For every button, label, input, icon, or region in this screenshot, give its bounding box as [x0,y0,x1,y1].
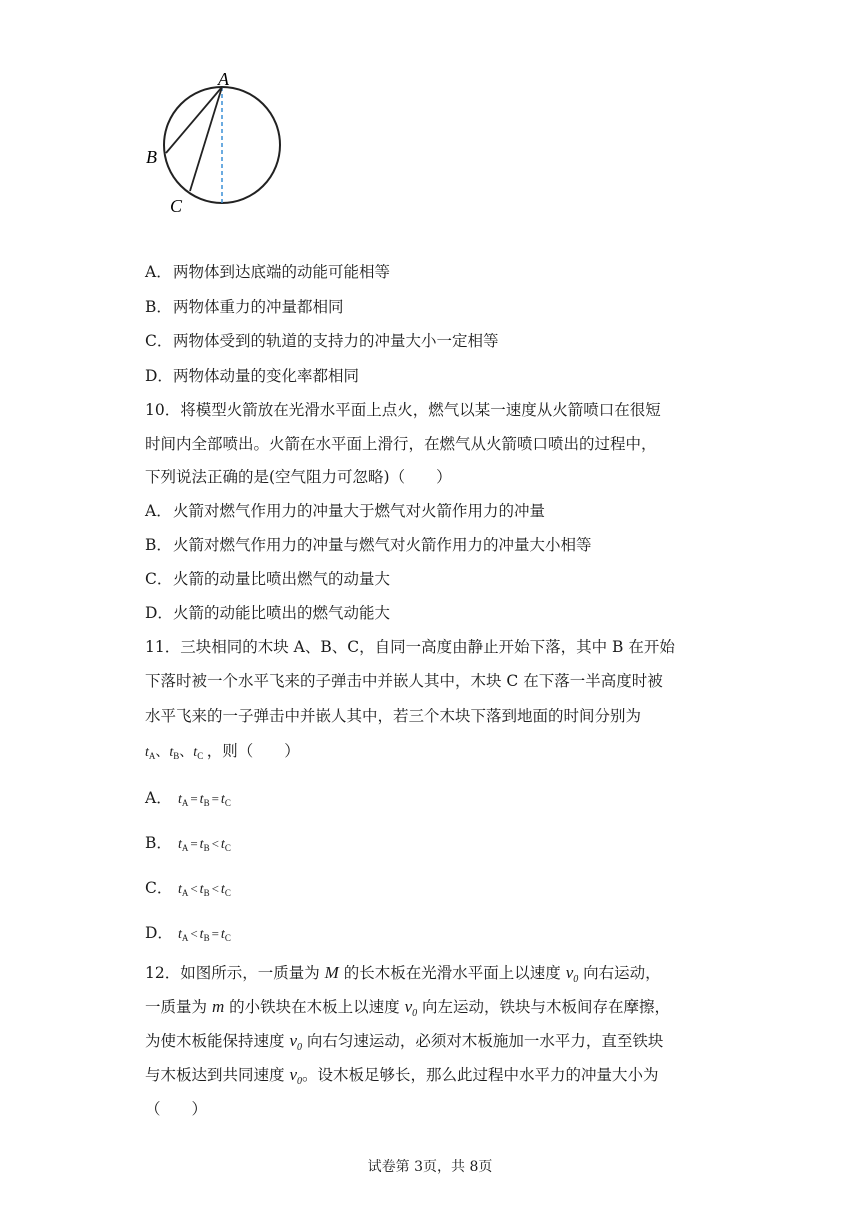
q11-option-a: A． $t_A = t_B = t_C$ [145,789,231,808]
point-c-label: C [170,196,183,216]
point-a-label: A [218,69,229,89]
q10-option-a: A．火箭对燃气作用力的冲量大于燃气对火箭作用力的冲量 [145,502,546,520]
q10-option-d: D．火箭的动能比喷出的燃气动能大 [145,604,391,622]
q10-stem-line-1: 10．将模型火箭放在光滑水平面上点火，燃气以某一速度从火箭喷口在很短 [145,401,661,419]
q12-stem-line-3: 为使木板能保持速度 $v_0$ 向右匀速运动，必须对木板施加一水平力，直至铁块 [145,1031,664,1054]
q9-option-d: D．两物体动量的变化率都相同 [145,367,360,385]
q12-stem-line-5: （ ） [145,1100,208,1118]
circle-track-figure [140,66,290,216]
q10-stem-line-2: 时间内全部喷出。火箭在水平面上滑行，在燃气从火箭喷口喷出的过程中， [145,435,657,453]
q11-option-c: C． $t_A < t_B < t_C$ [145,879,231,898]
q10-option-b: B．火箭对燃气作用力的冲量与燃气对火箭作用力的冲量大小相等 [145,536,592,554]
q11-option-b: B． $t_A = t_B < t_C$ [145,834,231,853]
q12-stem-line-1: 12．如图所示，一质量为 M 的长木板在光滑水平面上以速度 $v_0$ 向右运动， [145,963,661,986]
page-footer: 试卷第 3页，共 8页 [367,1159,493,1175]
q11-stem-line-3: 水平飞来的一子弹击中并嵌人其中，若三个木块下落到地面的时间分别为 [145,707,642,725]
point-b-label: B [146,147,157,167]
q12-stem-line-2: 一质量为 m 的小铁块在木板上以速度 $v_0$ 向左运动，铁块与木板间存在摩擦， [145,997,671,1020]
q9-option-c: C．两物体受到的轨道的支持力的冲量大小一定相等 [145,332,499,350]
q10-stem-line-3: 下列说法正确的是(空气阻力可忽略)（ ） [145,468,452,486]
q11-stem-line-1: 11．三块相同的木块 A、B、C，自同一高度由静止开始下落，其中 B 在开始 [145,638,675,656]
q9-option-b: B．两物体重力的冲量都相同 [145,298,344,316]
q9-option-a: A．两物体到达底端的动能可能相等 [145,263,391,281]
q11-stem-line-2: 下落时被一个水平飞来的子弹击中并嵌人其中，木块 C 在下落一半高度时被 [145,672,663,690]
q11-stem-line-4: $t_A$、$t_B$、$t_C$ ，则（ ） [145,742,300,761]
time-variables: $t_A$、$t_B$、$t_C$ [145,745,204,761]
q11-option-d: D． $t_A < t_B = t_C$ [145,924,231,943]
q10-option-c: C．火箭的动量比喷出燃气的动量大 [145,570,391,588]
q12-stem-line-4: 与木板达到共同速度 $v_0$。设木板足够长，那么此过程中水平力的冲量大小为 [145,1065,659,1088]
